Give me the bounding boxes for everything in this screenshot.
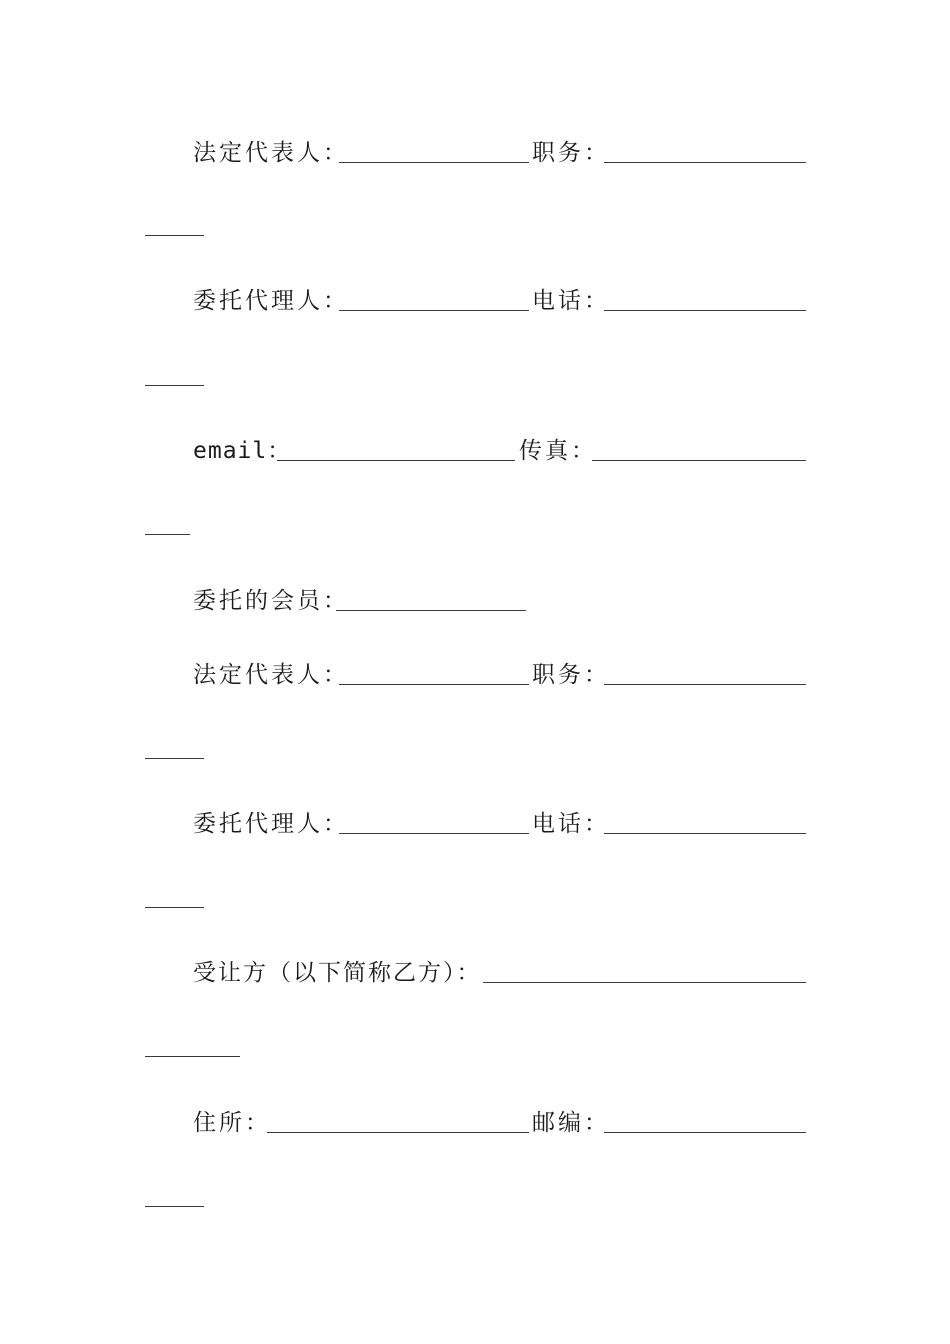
postcode-blank[interactable]: [604, 1132, 806, 1133]
phone-blank-continued[interactable]: [145, 385, 204, 386]
legal-rep-row: [0, 133, 950, 173]
transferee-label: 受让方（以下简称乙方）：: [193, 960, 482, 986]
legal-rep-label: 法定代表人：: [193, 140, 349, 166]
agent-label: 委托代理人：: [193, 288, 349, 314]
email-label: email：: [193, 438, 292, 464]
legal-rep-row-2: [0, 655, 950, 695]
position-label: 职务：: [532, 140, 610, 166]
transferee-row: [0, 953, 950, 993]
phone-blank[interactable]: [604, 310, 806, 311]
agent-row-2: [0, 804, 950, 844]
phone-blank-2[interactable]: [604, 833, 806, 834]
postcode-label: 邮编：: [532, 1110, 610, 1136]
fax-label: 传真：: [519, 438, 597, 464]
phone-label-2: 电话：: [532, 811, 610, 837]
legal-rep-blank[interactable]: [339, 162, 529, 163]
legal-rep-label-2: 法定代表人：: [193, 662, 349, 688]
transferee-blank[interactable]: [483, 982, 806, 983]
postcode-blank-continued[interactable]: [145, 1206, 204, 1207]
fax-blank-continued[interactable]: [145, 534, 190, 535]
entrusted-member-label: 委托的会员：: [193, 588, 349, 614]
address-blank[interactable]: [267, 1132, 529, 1133]
phone-label: 电话：: [532, 288, 610, 314]
agent-blank[interactable]: [339, 310, 529, 311]
address-row: [0, 1103, 950, 1143]
position-blank-2[interactable]: [604, 684, 806, 685]
email-blank[interactable]: [277, 460, 515, 461]
email-row: [0, 431, 950, 471]
position-blank[interactable]: [604, 162, 806, 163]
position-label-2: 职务：: [532, 662, 610, 688]
entrusted-member-blank[interactable]: [336, 610, 526, 611]
agent-blank-2[interactable]: [339, 833, 529, 834]
entrusted-member-row: [0, 581, 950, 621]
legal-rep-blank-2[interactable]: [339, 684, 529, 685]
agent-row: [0, 281, 950, 321]
transferee-blank-continued[interactable]: [145, 1056, 240, 1057]
agent-label-2: 委托代理人：: [193, 811, 349, 837]
fax-blank[interactable]: [592, 460, 806, 461]
phone-blank-2-continued[interactable]: [145, 907, 204, 908]
address-label: 住所：: [193, 1110, 271, 1136]
position-blank-continued[interactable]: [145, 235, 204, 236]
position-blank-2-continued[interactable]: [145, 758, 204, 759]
